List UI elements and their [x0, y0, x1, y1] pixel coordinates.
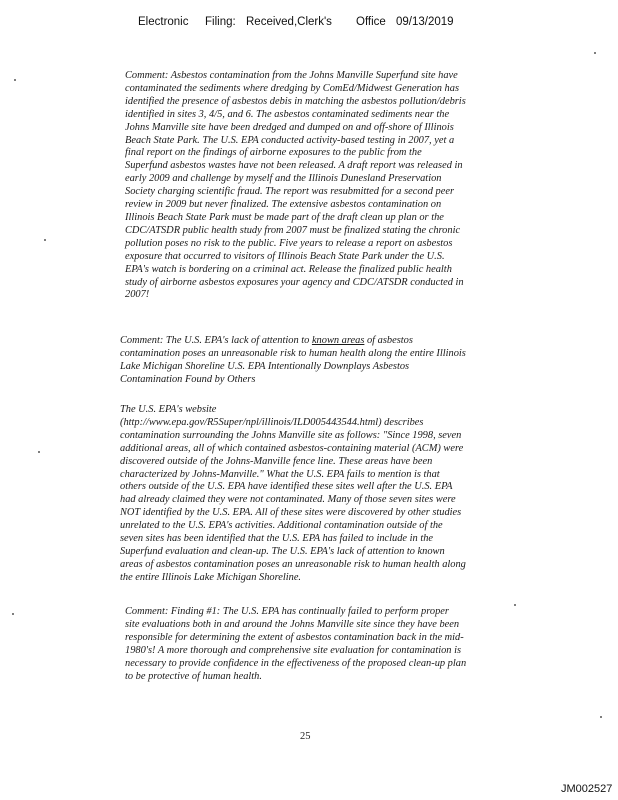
header-office: Office [356, 16, 386, 28]
text-line: Johns Manville site have been dredged and dumped on and off-shore of Illinois [125, 121, 454, 133]
scan-speck [514, 604, 516, 606]
text-line: The U.S. EPA's website [120, 404, 217, 415]
header-date: 09/13/2019 [396, 16, 454, 28]
text-line: EPA's watch is bordering on a criminal act. Release the finalized public health [125, 263, 452, 275]
text-line: CDC/ATSDR public health study from 2007 must be finalized stating the chronic [125, 224, 461, 236]
header-filing: Filing: [205, 16, 236, 28]
text-line: contamination poses an unreasonable risk to human health along the entire Illinois [120, 347, 466, 359]
text-line: identified in sites 3, 4/5, and 6. The asbestos contaminated sediments near the [125, 108, 450, 120]
text-line-with-underline [120, 335, 466, 348]
text-line: unrelated to the U.S. EPA's activities. Additional contamination outside of the [120, 520, 443, 532]
text-line: discovered outside of the Johns-Manville fence line. These areas have been [120, 455, 433, 467]
text-line: contaminated the sediments where dredging by ComEd/Midwest Generation has [125, 82, 459, 94]
text-line: characterized by Johns-Manville." What the U.S. EPA fails to mention is that [120, 468, 440, 480]
text-line: Comment: Asbestos contamination from the Johns Manville Superfund site have [125, 70, 458, 81]
text-line: additional areas, all of which contained asbestos-containing material (ACM) were [120, 442, 464, 454]
text-segment: of asbestos [364, 335, 413, 346]
text-line: Superfund asbestos wastes have not been released. A draft report was released in [125, 160, 463, 172]
text-line: Beach State Park. The U.S. EPA conducted activity-based testing in 2007, yet a [125, 134, 455, 146]
text-line: 2007! [125, 289, 150, 301]
comment-paragraph-2 [120, 335, 466, 387]
url-line: (http://www.epa.gov/R5Super/npl/illinois/ILD005443544.html) describes [120, 416, 424, 428]
text-line: 1980's! A more thorough and comprehensive site evaluation for contamination is [125, 644, 462, 656]
text-line: responsible for determining the extent of asbestos contamination back in the mid- [125, 631, 464, 643]
text-line: areas of asbestos contamination poses an unreasonable risk to human health along [120, 558, 466, 570]
text-line: Illinois Beach State Park must be made part of the draft clean up plan or the [125, 211, 444, 223]
text-line: site evaluations both in and around the Johns Manville site since they have been [125, 618, 460, 630]
text-line: to be protective of human health. [125, 670, 262, 682]
text-line: Comment: Finding #1: The U.S. EPA has continually failed to perform proper [125, 606, 449, 617]
text-line: early 2009 and challenge by myself and the Illinois Dunesland Preservation [125, 173, 442, 185]
text-line: study of airborne asbestos exposures your agency and CDC/ATSDR conducted in [125, 276, 464, 288]
underlined-text: known areas [311, 335, 365, 346]
comment-paragraph-3 [125, 606, 466, 683]
text-line: review in 2009 but never finalized. The extensive asbestos contamination on [125, 199, 442, 211]
text-line: exposure that occurred to visitors of Illinois Beach State Park under the U.S. [125, 250, 445, 262]
text-line: Society charging scientific fraud. The report was resubmitted for a second peer [125, 186, 454, 198]
scan-speck [38, 451, 40, 453]
text-line: seven sites has been identified that the U.S. EPA has failed to include in the [120, 533, 434, 545]
bates-stamp: JM002527 [561, 783, 613, 795]
text-line: NOT identified by the U.S. EPA. All of these sites were discovered by other studies [120, 507, 462, 519]
text-line: contamination surrounding the Johns Manville site as follows: "Since 1998, seven [120, 429, 462, 441]
header-received: Received,Clerk's [246, 16, 332, 28]
text-line: others outside of the U.S. EPA have identified these sites well after the U.S. EPA [120, 481, 453, 493]
text-segment: Comment: The U.S. EPA's lack of attention to [120, 335, 312, 346]
scan-speck [44, 239, 46, 241]
text-line: Superfund evaluation and clean-up. The U.S. EPA's lack of attention to known [120, 545, 445, 557]
text-line: the entire Illinois Lake Michigan Shoreline. [120, 571, 302, 583]
text-line: identified the presence of asbestos debis in matching the asbestos pollution/debris [125, 95, 466, 107]
scan-speck [14, 79, 16, 81]
header-electronic: Electronic [138, 16, 189, 28]
text-line: had already claimed they were not contaminated. Many of those seven sites were [120, 494, 456, 506]
page-number: 25 [300, 731, 311, 742]
scan-speck [600, 716, 602, 718]
text-line: necessary to provide confidence in the effectiveness of the proposed clean-up plan [125, 657, 467, 669]
comment-paragraph-1 [125, 70, 466, 302]
text-line: pollution poses no risk to the public. Five years to release a report on asbestos [125, 237, 453, 249]
scan-speck [594, 52, 596, 54]
website-paragraph [120, 404, 466, 585]
text-line: Contamination Found by Others [120, 373, 256, 385]
text-line: Lake Michigan Shoreline U.S. EPA Intentionally Downplays Asbestos [120, 360, 410, 372]
text-line: final report on the findings of airborne exposures to the public from the [125, 147, 422, 159]
scan-speck [12, 613, 14, 615]
